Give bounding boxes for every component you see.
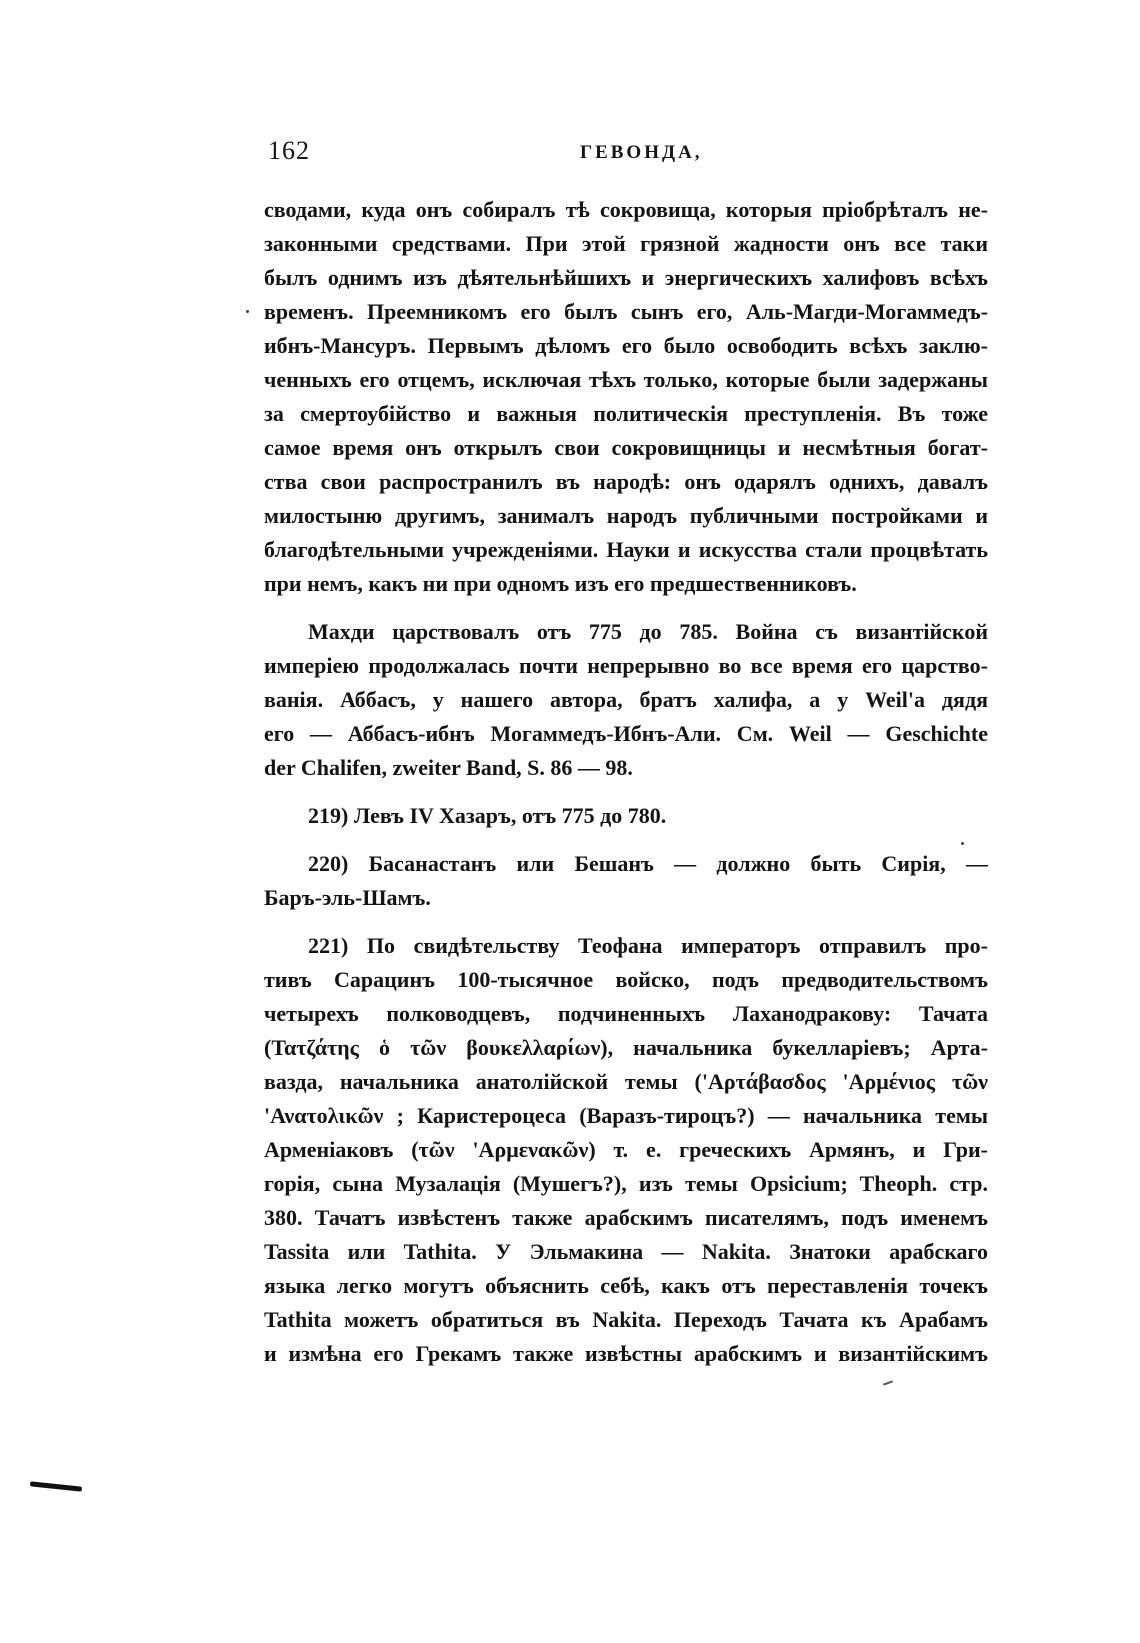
text-line: Махди царствовалъ отъ 775 до 785. Война съ византійской [308, 619, 988, 644]
text-line: четырехъ полководцевъ, подчиненныхъ Лаханодракову: Тачата [264, 1001, 988, 1026]
footnote-219 [264, 799, 988, 833]
text-line: 221) По свидѣтельству Теофана императоръ отправилъ про- [308, 933, 988, 958]
text-line: за смертоубійство и важныя политическія преступленія. Въ тоже [264, 401, 988, 426]
text-line: благодѣтельными учрежденіями. Науки и искусства стали процвѣтать [264, 537, 988, 562]
text-line: 380. Тачатъ извѣстенъ также арабскимъ писателямъ, подъ именемъ [264, 1205, 988, 1230]
text-line: вазда, начальника анатолійской темы ('Αρτάβασδος 'Αρμένιος τῶν [264, 1069, 988, 1094]
paragraph [264, 193, 988, 601]
text-line: ченныхъ его отцемъ, исключая тѣхъ только, которые были задержаны [264, 367, 988, 392]
text-line: языка легко могутъ объяснить себѣ, какъ отъ переставленія точекъ [264, 1273, 988, 1298]
text-line: милостыню другимъ, занималъ народъ публичными постройками и [264, 503, 988, 528]
scan-speck [883, 1380, 893, 1385]
scan-speck [961, 842, 964, 845]
text-line: Баръ-эль-Шамъ. [264, 885, 431, 910]
text-line: (Τατζάτης ὁ τῶν βουκελλαρίων), начальника букелларіевъ; Арта- [264, 1035, 988, 1060]
text-line: при немъ, какъ ни при одномъ изъ его предшественниковъ. [264, 571, 857, 596]
text-line: ства свои распространилъ въ народѣ: онъ одарялъ однихъ, давалъ [264, 469, 988, 494]
text-line: 'Ανατολικῶν ; Каристероцеса (Варазъ-тироцъ?) — начальника темы [264, 1103, 988, 1128]
text-line: былъ однимъ изъ дѣятельнѣйшихъ и энергическихъ халифовъ всѣхъ [264, 265, 988, 290]
footnote-220 [264, 847, 988, 915]
text-line: самое время онъ открылъ свои сокровищницы и несмѣтныя богат- [264, 435, 988, 460]
text-line: Арменіаковъ (τῶν 'Αρμενακῶν) т. е. греческихъ Армянъ, и Гри- [264, 1137, 988, 1162]
text-line: сводами, куда онъ собиралъ тѣ сокровища, которыя пріобрѣталъ не- [264, 197, 988, 222]
footnote-221 [264, 929, 988, 1371]
running-title: ГЕВОНДА, [580, 142, 703, 163]
text-line: горія, сына Музалація (Мушегъ?), изъ темы Opsicium; Theoph. стр. [264, 1171, 988, 1196]
text-line: der Chalifen, zweiter Band, S. 86 — 98. [264, 755, 633, 780]
text-line: ванія. Аббасъ, у нашего автора, братъ халифа, а у Weil'а дядя [264, 687, 988, 712]
body-text [264, 193, 988, 1371]
page-number: 162 [268, 136, 310, 165]
text-line: 220) Басанастанъ или Бешанъ — должно быть Сирія, — [308, 851, 988, 876]
text-line: тивъ Сарацинъ 100-тысячное войско, подъ предводительствомъ [264, 967, 988, 992]
text-line: законными средствами. При этой грязной жадности онъ все таки [264, 231, 988, 256]
text-line: временъ. Преемникомъ его былъ сынъ его, Аль-Магди-Могаммедъ- [264, 299, 988, 324]
text-line: Tassita или Tathita. У Эльмакина — Nakita. Знатоки арабскаго [264, 1239, 988, 1264]
text-line: 219) Левъ IV Хазаръ, отъ 775 до 780. [308, 803, 667, 828]
text-line: и измѣна его Грекамъ также извѣстны арабскимъ и византійскимъ [264, 1341, 988, 1366]
text-line: его — Аббасъ-ибнъ Могаммедъ-Ибнъ-Али. См. Weil — Geschichte [264, 721, 988, 746]
scan-speck [246, 310, 249, 313]
paragraph [264, 615, 988, 785]
text-line: имперіею продолжалась почти непрерывно во все время его царство- [264, 653, 988, 678]
text-line: Tathita можетъ обратиться въ Nakita. Переходъ Тачата къ Арабамъ [264, 1307, 988, 1332]
scan-mark [30, 1481, 82, 1491]
text-line: ибнъ-Мансуръ. Первымъ дѣломъ его было освободить всѣхъ заклю- [264, 333, 988, 358]
